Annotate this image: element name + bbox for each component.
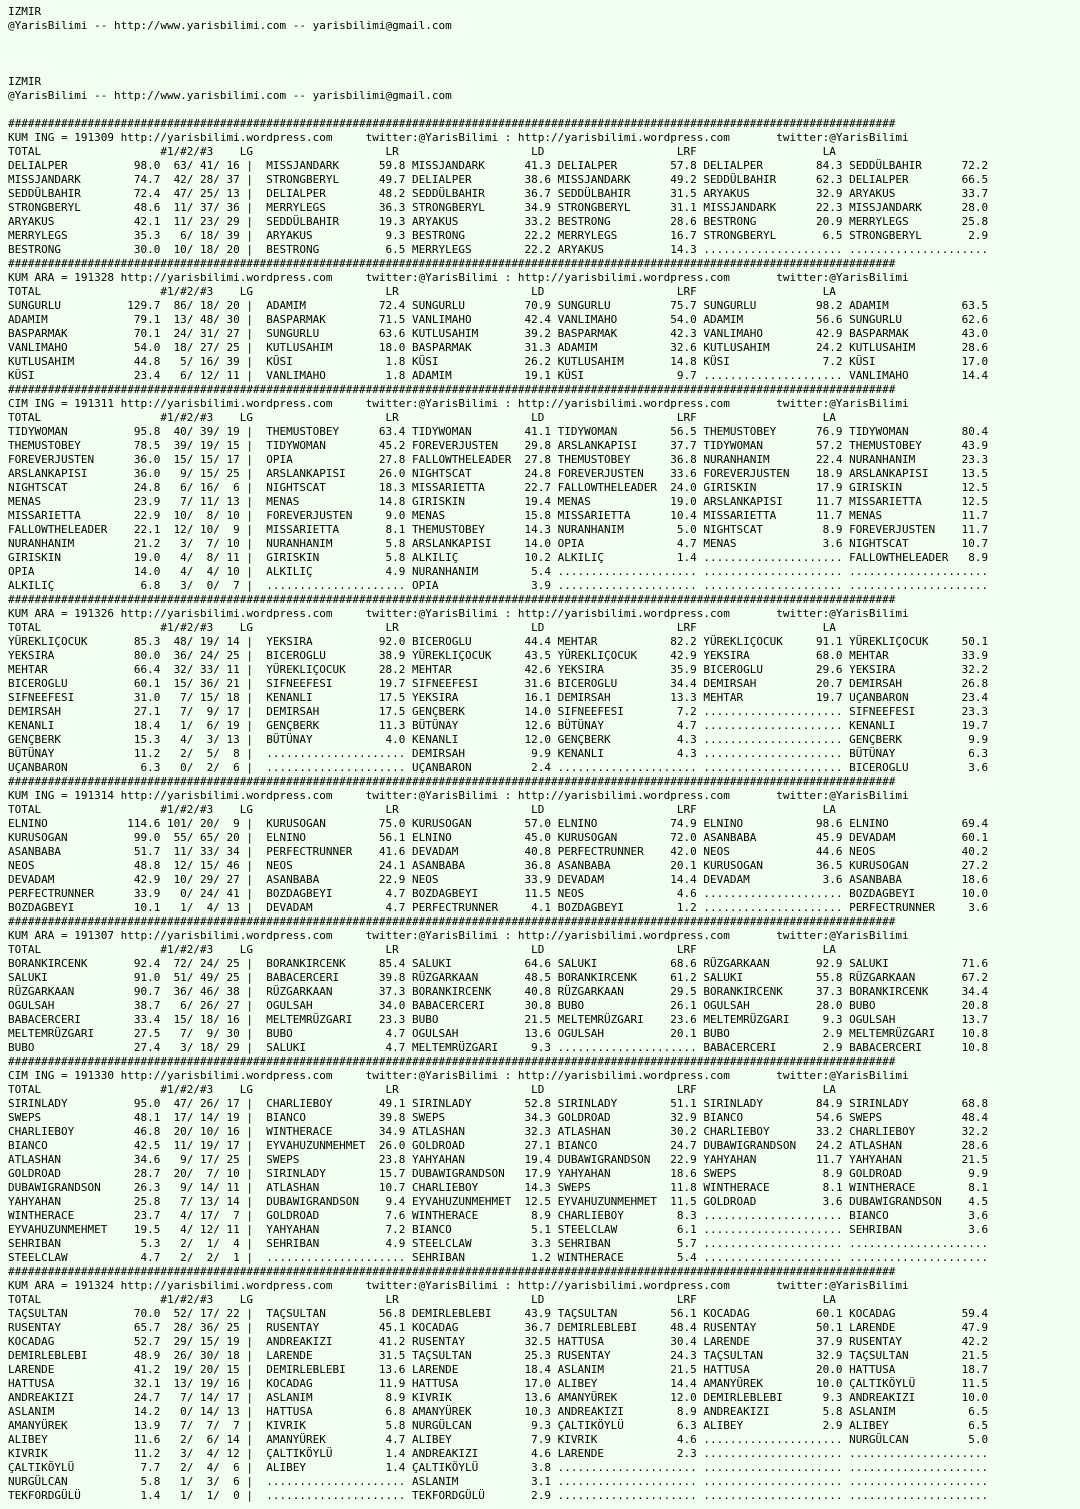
race-section [8, 915, 1080, 1055]
table-row: GOLDROAD 28.7 20/ 7/ 10 | SIRINLADY 15.7 DUBAWIGRANDSON 17.9 YAHYAHAN 18.6 SWEPS 8.9 GOLDROAD 9.9 [8, 1167, 989, 1180]
table-row: UÇANBARON 6.3 0/ 2/ 6 | ..................... UÇANBARON 2.4 ..................... ..................... BICEROGLU 3.6 [8, 761, 989, 774]
section-column-header: TOTAL #1/#2/#3 LG LR LD LRF LA [8, 1293, 836, 1306]
table-row: ALKILIÇ 6.8 3/ 0/ 7 | ..................... OPIA 3.9 ..................... ..................... ..................... [8, 579, 989, 592]
table-row: MISSJANDARK 74.7 42/ 28/ 37 | STRONGBERYL 49.7 DELIALPER 38.6 MISSJANDARK 49.2 SEDDÜLBAHIR 62.3 DELIALPER 66.5 [8, 173, 989, 186]
table-row: BASPARMAK 70.1 24/ 31/ 27 | SUNGURLU 63.6 KUTLUSAHIM 39.2 BASPARMAK 42.3 VANLIMAHO 42.9 BASPARMAK 43.0 [8, 327, 989, 340]
table-row: BUBO 27.4 3/ 18/ 29 | SALUKI 4.7 MELTEMRÜZGARI 9.3 ..................... BABACERCERI 2.9 BABACERCERI 10.8 [8, 1041, 989, 1054]
table-row: STRONGBERYL 48.6 11/ 37/ 36 | MERRYLEGS 36.3 STRONGBERYL 34.9 STRONGBERYL 31.1 MISSJANDARK 22.3 MISSJANDARK 28.0 [8, 201, 989, 214]
section-column-header: TOTAL #1/#2/#3 LG LR LD LRF LA [8, 411, 836, 424]
table-row: NURANHANIM 21.2 3/ 7/ 10 | NURANHANIM 5.8 ARSLANKAPISI 14.0 OPIA 4.7 MENAS 3.6 NIGHTSCAT 10.7 [8, 537, 989, 550]
table-row: MERRYLEGS 35.3 6/ 18/ 39 | ARYAKUS 9.3 BESTRONG 22.2 MERRYLEGS 16.7 STRONGBERYL 6.5 STRONGBERYL 2.9 [8, 229, 989, 242]
table-row: KOCADAG 52.7 29/ 15/ 19 | ANDREAKIZI 41.2 RUSENTAY 32.5 HATTUSA 30.4 LARENDE 37.9 RUSENTAY 42.2 [8, 1335, 989, 1348]
section-title: KUM ING = 191314 http://yarisbilimi.wordpress.com twitter:@YarisBilimi : http://yarisbilimi.wordpress.com twitter:@YarisBilimi [8, 789, 909, 802]
table-row: HATTUSA 32.1 13/ 19/ 16 | KOCADAG 11.9 HATTUSA 17.0 ALIBEY 14.4 AMANYÜREK 10.0 ÇALTIKÖYLÜ 11.5 [8, 1377, 989, 1390]
table-row: TIDYWOMAN 95.8 40/ 39/ 19 | THEMUSTOBEY 63.4 TIDYWOMAN 41.1 TIDYWOMAN 56.5 THEMUSTOBEY 76.9 TIDYWOMAN 80.4 [8, 425, 989, 438]
table-row: BIANCO 42.5 11/ 19/ 17 | EYVAHUZUNMEHMET 26.0 GOLDROAD 27.1 BIANCO 24.7 DUBAWIGRANDSON 24.2 ATLASHAN 28.6 [8, 1139, 989, 1152]
section-column-header: TOTAL #1/#2/#3 LG LR LD LRF LA [8, 285, 836, 298]
table-row: OPIA 14.0 4/ 4/ 10 | ALKILIÇ 4.9 NURANHANIM 5.4 ..................... ..................... ..................... [8, 565, 989, 578]
table-row: DEMIRSAH 27.1 7/ 9/ 17 | DEMIRSAH 17.5 GENÇBERK 14.0 SIFNEEFESI 7.2 ..................... SIFNEEFESI 23.3 [8, 705, 989, 718]
section-title: KUM ARA = 191307 http://yarisbilimi.wordpress.com twitter:@YarisBilimi : http://yarisbilimi.wordpress.com twitter:@YarisBilimi [8, 929, 909, 942]
table-row: KÜSI 23.4 6/ 12/ 11 | VANLIMAHO 1.8 ADAMIM 19.1 KÜSI 9.7 ..................... VANLIMAHO 14.4 [8, 369, 989, 382]
table-row: GIRISKIN 19.0 4/ 8/ 11 | GIRISKIN 5.8 ALKILIÇ 10.2 ALKILIÇ 1.4 ..................... FALLOWTHELEADER 8.9 [8, 551, 989, 564]
section-title: KUM ARA = 191326 http://yarisbilimi.wordpress.com twitter:@YarisBilimi : http://yarisbilimi.wordpress.com twitter:@YarisBilimi [8, 607, 909, 620]
header-contact-repeat: @YarisBilimi -- http://www.yarisbilimi.com -- yarisbilimi@gmail.com [8, 89, 452, 102]
table-row: KUTLUSAHIM 44.8 5/ 16/ 39 | KÜSI 1.8 KÜSI 26.2 KUTLUSAHIM 14.8 KÜSI 7.2 KÜSI 17.0 [8, 355, 989, 368]
section-column-header: TOTAL #1/#2/#3 LG LR LD LRF LA [8, 803, 836, 816]
section-separator: ###################################################################################################################################### [8, 1055, 896, 1068]
table-row: ARYAKUS 42.1 11/ 23/ 29 | SEDDÜLBAHIR 19.3 ARYAKUS 33.2 BESTRONG 28.6 BESTRONG 20.9 MERRYLEGS 25.8 [8, 215, 989, 228]
section-column-header: TOTAL #1/#2/#3 LG LR LD LRF LA [8, 145, 836, 158]
section-column-header: TOTAL #1/#2/#3 LG LR LD LRF LA [8, 1083, 836, 1096]
section-title: KUM ARA = 191324 http://yarisbilimi.wordpress.com twitter:@YarisBilimi : http://yarisbilimi.wordpress.com twitter:@YarisBilimi [8, 1279, 909, 1292]
section-title: KUM ING = 191309 http://yarisbilimi.wordpress.com twitter:@YarisBilimi : http://yarisbilimi.wordpress.com twitter:@YarisBilimi [8, 131, 909, 144]
table-row: BOZDAGBEYI 10.1 1/ 4/ 13 | DEVADAM 4.7 PERFECTRUNNER 4.1 BOZDAGBEYI 1.2 ..................... PERFECTRUNNER 3.6 [8, 901, 989, 914]
table-row: RUSENTAY 65.7 28/ 36/ 25 | RUSENTAY 45.1 KOCADAG 36.7 DEMIRLEBLEBI 48.4 RUSENTAY 50.1 LARENDE 47.9 [8, 1321, 989, 1334]
header-city: IZMIR [8, 5, 42, 18]
table-row: ELNINO 114.6 101/ 20/ 9 | KURUSOGAN 75.0 KURUSOGAN 57.0 ELNINO 74.9 ELNINO 98.6 ELNINO 69.4 [8, 817, 989, 830]
table-row: OGULSAH 38.7 6/ 26/ 27 | OGULSAH 34.0 BABACERCERI 30.8 BUBO 26.1 OGULSAH 28.0 BUBO 20.8 [8, 999, 989, 1012]
table-row: MISSARIETTA 22.9 10/ 8/ 10 | FOREVERJUSTEN 9.0 MENAS 15.8 MISSARIETTA 10.4 MISSARIETTA 11.7 MENAS 11.7 [8, 509, 989, 522]
table-row: EYVAHUZUNMEHMET 19.5 4/ 12/ 11 | YAHYAHAN 7.2 BIANCO 5.1 STEELCLAW 6.1 ..................... SEHRIBAN 3.6 [8, 1223, 989, 1236]
section-separator: ###################################################################################################################################### [8, 593, 896, 606]
table-row: ANDREAKIZI 24.7 7/ 14/ 17 | ASLANIM 8.9 KIVRIK 13.6 AMANYÜREK 12.0 DEMIRLEBLEBI 9.3 ANDREAKIZI 10.0 [8, 1391, 989, 1404]
table-row: MELTEMRÜZGARI 27.5 7/ 9/ 30 | BUBO 4.7 OGULSAH 13.6 OGULSAH 20.1 BUBO 2.9 MELTEMRÜZGARI 10.8 [8, 1027, 989, 1040]
section-column-header: TOTAL #1/#2/#3 LG LR LD LRF LA [8, 621, 836, 634]
table-row: CHARLIEBOY 46.8 20/ 10/ 16 | WINTHERACE 34.9 ATLASHAN 32.3 ATLASHAN 30.2 CHARLIEBOY 33.2 CHARLIEBOY 32.2 [8, 1125, 989, 1138]
table-row: RÜZGARKAAN 90.7 36/ 46/ 38 | RÜZGARKAAN 37.3 BORANKIRCENK 40.8 RÜZGARKAAN 29.5 BORANKIRCENK 37.3 BORANKIRCENK 34.4 [8, 985, 989, 998]
section-separator: ###################################################################################################################################### [8, 1265, 896, 1278]
table-row: GENÇBERK 15.3 4/ 3/ 13 | BÜTÜNAY 4.0 KENANLI 12.0 GENÇBERK 4.3 ..................... GENÇBERK 9.9 [8, 733, 989, 746]
section-separator: ###################################################################################################################################### [8, 383, 896, 396]
table-row: SIFNEEFESI 31.0 7/ 15/ 18 | KENANLI 17.5 YEKSIRA 16.1 DEMIRSAH 13.3 MEHTAR 19.7 UÇANBARON 23.4 [8, 691, 989, 704]
table-row: DEVADAM 42.9 10/ 29/ 27 | ASANBABA 22.9 NEOS 33.9 DEVADAM 14.4 DEVADAM 3.6 ASANBABA 18.6 [8, 873, 989, 886]
table-row: YEKSIRA 80.0 36/ 24/ 25 | BICEROGLU 38.9 YÜREKLIÇOCUK 43.5 YÜREKLIÇOCUK 42.9 YEKSIRA 68.0 MEHTAR 33.9 [8, 649, 989, 662]
table-row: THEMUSTOBEY 78.5 39/ 19/ 15 | TIDYWOMAN 45.2 FOREVERJUSTEN 29.8 ARSLANKAPISI 37.7 TIDYWOMAN 57.2 THEMUSTOBEY 43.9 [8, 439, 989, 452]
table-row: MEHTAR 66.4 32/ 33/ 11 | YÜREKLIÇOCUK 28.2 MEHTAR 42.6 YEKSIRA 35.9 BICEROGLU 29.6 YEKSIRA 32.2 [8, 663, 989, 676]
section-separator: ###################################################################################################################################### [8, 775, 896, 788]
table-row: ALIBEY 11.6 2/ 6/ 14 | AMANYÜREK 4.7 ALIBEY 7.9 KIVRIK 4.6 ..................... NURGÜLCAN 5.0 [8, 1433, 989, 1446]
table-row: TAÇSULTAN 70.0 52/ 17/ 22 | TAÇSULTAN 56.8 DEMIRLEBLEBI 43.9 TAÇSULTAN 56.1 KOCADAG 60.1 KOCADAG 59.4 [8, 1307, 989, 1320]
race-sections [8, 117, 1080, 1503]
race-section [8, 383, 1080, 593]
table-row: BORANKIRCENK 92.4 72/ 24/ 25 | BORANKIRCENK 85.4 SALUKI 64.6 SALUKI 68.6 RÜZGARKAAN 92.9 SALUKI 71.6 [8, 957, 989, 970]
table-row: BICEROGLU 60.1 15/ 36/ 21 | SIFNEEFESI 19.7 SIFNEEFESI 31.6 BICEROGLU 34.4 DEMIRSAH 20.7 DEMIRSAH 26.8 [8, 677, 989, 690]
table-row: BESTRONG 30.0 10/ 18/ 20 | BESTRONG 6.5 MERRYLEGS 22.2 ARYAKUS 14.3 ..................... ..................... [8, 243, 989, 256]
table-row: FALLOWTHELEADER 22.1 12/ 10/ 9 | MISSARIETTA 8.1 THEMUSTOBEY 14.3 NURANHANIM 5.0 NIGHTSCAT 8.9 FOREVERJUSTEN 11.7 [8, 523, 989, 536]
section-separator: ###################################################################################################################################### [8, 257, 896, 270]
table-row: DEMIRLEBLEBI 48.9 26/ 30/ 18 | LARENDE 31.5 TAÇSULTAN 25.3 RUSENTAY 24.3 TAÇSULTAN 32.9 TAÇSULTAN 21.5 [8, 1349, 989, 1362]
table-row: DELIALPER 98.0 63/ 41/ 16 | MISSJANDARK 59.8 MISSJANDARK 41.3 DELIALPER 57.8 DELIALPER 84.3 SEDDÜLBAHIR 72.2 [8, 159, 989, 172]
table-row: ADAMIM 79.1 13/ 48/ 30 | BASPARMAK 71.5 VANLIMAHO 42.4 VANLIMAHO 54.0 ADAMIM 56.6 SUNGURLU 62.6 [8, 313, 989, 326]
table-row: WINTHERACE 23.7 4/ 17/ 7 | GOLDROAD 7.6 WINTHERACE 8.9 CHARLIEBOY 8.3 ..................... BIANCO 3.6 [8, 1209, 989, 1222]
table-row: YÜREKLIÇOCUK 85.3 48/ 19/ 14 | YEKSIRA 92.0 BICEROGLU 44.4 MEHTAR 82.2 YÜREKLIÇOCUK 91.1 YÜREKLIÇOCUK 50.1 [8, 635, 989, 648]
table-row: KIVRIK 11.2 3/ 4/ 12 | ÇALTIKÖYLÜ 1.4 ANDREAKIZI 4.6 LARENDE 2.3 ..................... ..................... [8, 1447, 989, 1460]
race-section [8, 775, 1080, 915]
table-row: SWEPS 48.1 17/ 14/ 19 | BIANCO 39.8 SWEPS 34.3 GOLDROAD 32.9 BIANCO 54.6 SWEPS 48.4 [8, 1111, 989, 1124]
table-row: ÇALTIKÖYLÜ 7.7 2/ 4/ 6 | ALIBEY 1.4 ÇALTIKÖYLÜ 3.8 ..................... ..................... ..................... [8, 1461, 989, 1474]
race-section [8, 593, 1080, 775]
table-row: MENAS 23.9 7/ 11/ 13 | MENAS 14.8 GIRISKIN 19.4 MENAS 19.0 ARSLANKAPISI 11.7 MISSARIETTA 12.5 [8, 495, 989, 508]
table-row: SIRINLADY 95.0 47/ 26/ 17 | CHARLIEBOY 49.1 SIRINLADY 52.8 SIRINLADY 51.1 SIRINLADY 84.9 SIRINLADY 68.8 [8, 1097, 989, 1110]
section-title: KUM ARA = 191328 http://yarisbilimi.wordpress.com twitter:@YarisBilimi : http://yarisbilimi.wordpress.com twitter:@YarisBilimi [8, 271, 909, 284]
table-row: NEOS 48.8 12/ 15/ 46 | NEOS 24.1 ASANBABA 36.8 ASANBABA 20.1 KURUSOGAN 36.5 KURUSOGAN 27.2 [8, 859, 989, 872]
table-row: BÜTÜNAY 11.2 2/ 5/ 8 | ..................... DEMIRSAH 9.9 KENANLI 4.3 ..................... BÜTÜNAY 6.3 [8, 747, 989, 760]
table-row: VANLIMAHO 54.0 18/ 27/ 25 | KUTLUSAHIM 18.0 BASPARMAK 31.3 ADAMIM 32.6 KUTLUSAHIM 24.2 KUTLUSAHIM 28.6 [8, 341, 989, 354]
table-row: KURUSOGAN 99.0 55/ 65/ 20 | ELNINO 56.1 ELNINO 45.0 KURUSOGAN 72.0 ASANBABA 45.9 DEVADAM 60.1 [8, 831, 989, 844]
table-row: TEKFORDGÜLÜ 1.4 1/ 1/ 0 | ..................... TEKFORDGÜLÜ 2.9 ..................... ..................... ..................... [8, 1489, 989, 1502]
section-column-header: TOTAL #1/#2/#3 LG LR LD LRF LA [8, 943, 836, 956]
table-row: KENANLI 18.4 1/ 6/ 19 | GENÇBERK 11.3 BÜTÜNAY 12.6 BÜTÜNAY 4.7 ..................... KENANLI 19.7 [8, 719, 989, 732]
table-row: SALUKI 91.0 51/ 49/ 25 | BABACERCERI 39.8 RÜZGARKAAN 48.5 BORANKIRCENK 61.2 SALUKI 55.8 RÜZGARKAAN 67.2 [8, 971, 989, 984]
table-row: ASLANIM 14.2 0/ 14/ 13 | HATTUSA 6.8 AMANYÜREK 10.3 ANDREAKIZI 8.9 ANDREAKIZI 5.8 ASLANIM 6.5 [8, 1405, 989, 1418]
table-row: YAHYAHAN 25.8 7/ 13/ 14 | DUBAWIGRANDSON 9.4 EYVAHUZUNMEHMET 12.5 EYVAHUZUNMEHMET 11.5 GOLDROAD 3.6 DUBAWIGRANDSON 4.5 [8, 1195, 989, 1208]
table-row: LARENDE 41.2 19/ 20/ 15 | DEMIRLEBLEBI 13.6 LARENDE 18.4 ASLANIM 21.5 HATTUSA 20.0 HATTUSA 18.7 [8, 1363, 989, 1376]
race-section [8, 257, 1080, 383]
table-row: NURGÜLCAN 5.8 1/ 3/ 6 | ..................... ASLANIM 3.1 ..................... ..................... ..................... [8, 1475, 989, 1488]
table-row: STEELCLAW 4.7 2/ 2/ 1 | ..................... SEHRIBAN 1.2 WINTHERACE 5.4 ..................... ..................... [8, 1251, 989, 1264]
race-section [8, 117, 1080, 257]
race-section [8, 1055, 1080, 1265]
table-row: NIGHTSCAT 24.8 6/ 16/ 6 | NIGHTSCAT 18.3 MISSARIETTA 22.7 FALLOWTHELEADER 24.0 GIRISKIN 17.9 GIRISKIN 12.5 [8, 481, 989, 494]
table-row: SUNGURLU 129.7 86/ 18/ 20 | ADAMIM 72.4 SUNGURLU 70.9 SUNGURLU 75.7 SUNGURLU 98.2 ADAMIM 63.5 [8, 299, 989, 312]
table-row: ARSLANKAPISI 36.0 9/ 15/ 25 | ARSLANKAPISI 26.0 NIGHTSCAT 24.8 FOREVERJUSTEN 33.6 FOREVERJUSTEN 18.9 ARSLANKAPISI 13.5 [8, 467, 989, 480]
header-city-repeat: IZMIR [8, 75, 42, 88]
table-row: BABACERCERI 33.4 15/ 18/ 16 | MELTEMRÜZGARI 23.3 BUBO 21.5 MELTEMRÜZGARI 23.6 MELTEMRÜZGARI 9.3 OGULSAH 13.7 [8, 1013, 989, 1026]
section-title: CIM ING = 191311 http://yarisbilimi.wordpress.com twitter:@YarisBilimi : http://yarisbilimi.wordpress.com twitter:@YarisBilimi [8, 397, 909, 410]
table-row: DUBAWIGRANDSON 26.3 9/ 14/ 11 | ATLASHAN 10.7 CHARLIEBOY 14.3 SWEPS 11.8 WINTHERACE 8.1 WINTHERACE 8.1 [8, 1181, 989, 1194]
table-row: ASANBABA 51.7 11/ 33/ 34 | PERFECTRUNNER 41.6 DEVADAM 40.8 PERFECTRUNNER 42.0 NEOS 44.6 NEOS 40.2 [8, 845, 989, 858]
table-row: ATLASHAN 34.6 9/ 17/ 25 | SWEPS 23.8 YAHYAHAN 19.4 DUBAWIGRANDSON 22.9 YAHYAHAN 11.7 YAHYAHAN 21.5 [8, 1153, 989, 1166]
section-separator: ###################################################################################################################################### [8, 915, 896, 928]
section-separator: ###################################################################################################################################### [8, 117, 896, 130]
race-section [8, 1265, 1080, 1503]
table-row: FOREVERJUSTEN 36.0 15/ 15/ 17 | OPIA 27.8 FALLOWTHELEADER 27.8 THEMUSTOBEY 36.8 NURANHANIM 22.4 NURANHANIM 23.3 [8, 453, 989, 466]
section-title: CIM ING = 191330 http://yarisbilimi.wordpress.com twitter:@YarisBilimi : http://yarisbilimi.wordpress.com twitter:@YarisBilimi [8, 1069, 909, 1082]
table-row: AMANYÜREK 13.9 7/ 7/ 7 | KIVRIK 5.8 NURGÜLCAN 9.3 ÇALTIKÖYLÜ 6.3 ALIBEY 2.9 ALIBEY 6.5 [8, 1419, 989, 1432]
table-row: SEDDÜLBAHIR 72.4 47/ 25/ 13 | DELIALPER 48.2 SEDDÜLBAHIR 36.7 SEDDÜLBAHIR 31.5 ARYAKUS 32.9 ARYAKUS 33.7 [8, 187, 989, 200]
header-contact: @YarisBilimi -- http://www.yarisbilimi.com -- yarisbilimi@gmail.com [8, 19, 452, 32]
table-row: SEHRIBAN 5.3 2/ 1/ 4 | SEHRIBAN 4.9 STEELCLAW 3.3 SEHRIBAN 5.7 ..................... ..................... [8, 1237, 989, 1250]
table-row: PERFECTRUNNER 33.9 0/ 24/ 41 | BOZDAGBEYI 4.7 BOZDAGBEYI 11.5 NEOS 4.6 ..................... BOZDAGBEYI 10.0 [8, 887, 989, 900]
